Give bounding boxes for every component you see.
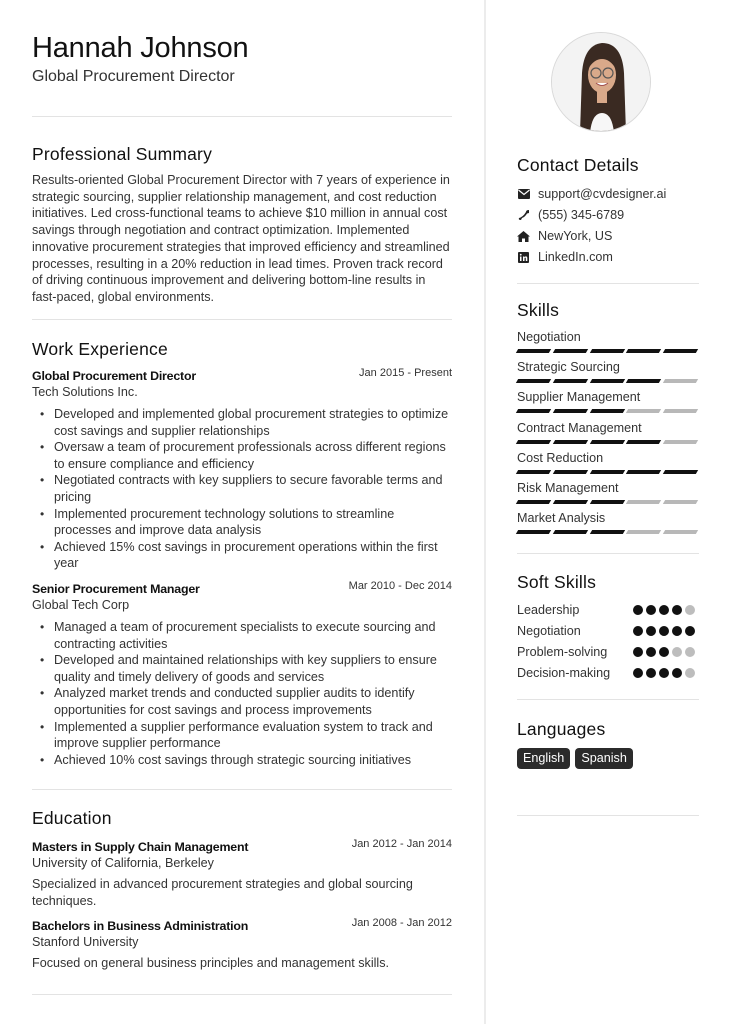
job-title: Senior Procurement Manager — [32, 582, 200, 596]
experience-heading: Work Experience — [32, 339, 168, 359]
soft-skill-rating-dots — [633, 626, 695, 636]
skill-item — [517, 360, 697, 383]
education-entry — [32, 838, 452, 909]
contact-location — [517, 229, 612, 243]
education-description: Focused on general business principles and management skills. — [32, 956, 390, 970]
skill-item — [517, 421, 697, 444]
divider — [517, 283, 699, 284]
soft-skill-label: Negotiation — [517, 624, 581, 638]
languages-heading: Languages — [517, 719, 606, 739]
contact-heading: Contact Details — [517, 155, 639, 175]
contact-phone[interactable] — [517, 208, 624, 222]
degree-title: Bachelors in Business Administration — [32, 919, 249, 933]
divider — [517, 815, 699, 816]
skill-item — [517, 330, 697, 353]
education-entry — [32, 917, 452, 972]
summary-text: Results-oriented Global Procurement Director with 7 years of experience in strategic sourcing, supplier relationship management, and cost reduction initiatives. Led cross-functional teams to achieve $10 million in annual cost savings through negotiation and contract optimization. Implemented innovative procurement strategies that improved efficiency and streamlined processes, resulting in a 20% reduction in lead times. Proven track record of driving continuous improvement and delivering bottom-line results in fast-paced, global environments. — [32, 173, 450, 304]
language-badge: Spanish — [575, 748, 633, 769]
education-date: Jan 2012 - Jan 2014 — [351, 838, 452, 850]
contact-linkedin[interactable] — [517, 250, 613, 264]
phone-icon — [517, 209, 530, 222]
divider — [517, 553, 699, 554]
skills-heading: Skills — [517, 300, 560, 320]
bullet-item: • Managed a team of procurement specialists to execute sourcing and contracting activities — [32, 619, 452, 652]
divider — [32, 789, 452, 790]
soft-skill-label: Leadership — [517, 603, 580, 617]
skill-rating-bar — [517, 500, 697, 504]
skill-rating-bar — [517, 470, 697, 474]
bullet-item: • Implemented procurement technology solutions to streamline processes and improve data analysis — [32, 506, 452, 539]
skill-label: Cost Reduction — [517, 451, 604, 465]
bullet-item: • Implemented a supplier performance evaluation system to track and improve supplier performance — [32, 719, 452, 752]
soft-skill-label: Decision-making — [517, 666, 611, 680]
contact-text: support@cvdesigner.ai — [538, 187, 667, 201]
summary-heading: Professional Summary — [32, 144, 213, 164]
column-divider — [484, 0, 486, 1024]
divider — [32, 116, 452, 117]
skill-rating-bar — [517, 349, 697, 353]
avatar-icon — [552, 33, 651, 132]
company-name: Global Tech Corp — [32, 598, 130, 612]
divider — [517, 699, 699, 700]
skill-label: Market Analysis — [517, 511, 606, 525]
soft-skill-rating-dots — [633, 668, 695, 678]
skill-label: Negotiation — [517, 330, 581, 344]
language-badge: English — [517, 748, 570, 769]
contact-text: LinkedIn.com — [538, 250, 613, 264]
contact-email[interactable] — [517, 187, 666, 201]
school-name: Stanford University — [32, 935, 139, 949]
skill-rating-bar — [517, 440, 697, 444]
school-name: University of California, Berkeley — [32, 856, 214, 870]
job-entry — [32, 580, 452, 768]
contact-text: NewYork, US — [538, 229, 613, 243]
bullet-item: • Achieved 10% cost savings through strategic sourcing initiatives — [32, 752, 452, 769]
skill-rating-bar — [517, 379, 697, 383]
skill-item — [517, 481, 697, 504]
education-date: Jan 2008 - Jan 2012 — [351, 917, 452, 929]
soft-skill-rating-dots — [633, 605, 695, 615]
soft-skill-rating-dots — [633, 647, 695, 657]
skill-label: Contract Management — [517, 421, 642, 435]
profile-photo — [551, 32, 651, 132]
divider — [32, 994, 452, 995]
bullet-item: • Achieved 15% cost savings in procurement operations within the first year — [32, 539, 452, 572]
envelope-icon — [517, 188, 530, 201]
skill-rating-bar — [517, 530, 697, 534]
skill-label: Supplier Management — [517, 390, 641, 404]
job-bullets — [32, 406, 452, 572]
soft-skill-item — [517, 601, 697, 619]
skill-item — [517, 390, 697, 413]
bullet-item: • Negotiated contracts with key suppliers to secure favorable terms and pricing — [32, 472, 452, 505]
skill-item — [517, 511, 697, 534]
job-title: Global Procurement Director — [32, 369, 196, 383]
linkedin-icon — [517, 251, 530, 264]
candidate-title: Global Procurement Director — [32, 68, 235, 85]
candidate-name: Hannah Johnson — [32, 32, 249, 64]
education-description: Specialized in advanced procurement strategies and global sourcing techniques. — [32, 877, 413, 908]
company-name: Tech Solutions Inc. — [32, 385, 138, 399]
bullet-item: • Developed and implemented global procurement strategies to optimize cost savings and supplier relationships — [32, 406, 452, 439]
home-icon — [517, 230, 530, 243]
bullet-item: • Developed and maintained relationships with key suppliers to ensure quality and timely delivery of goods and services — [32, 652, 452, 685]
job-bullets — [32, 619, 452, 768]
skill-label: Strategic Sourcing — [517, 360, 620, 374]
soft-skill-label: Problem-solving — [517, 645, 608, 659]
bullet-item: • Analyzed market trends and conducted supplier audits to identify opportunities for cost savings and process improvements — [32, 685, 452, 718]
job-date: Jan 2015 - Present — [359, 367, 452, 379]
job-date: Mar 2010 - Dec 2014 — [348, 580, 452, 592]
language-badges — [517, 748, 633, 769]
bullet-item: • Oversaw a team of procurement professionals across different regions to ensure compliance and efficiency — [32, 439, 452, 472]
job-entry — [32, 367, 452, 572]
skill-rating-bar — [517, 409, 697, 413]
degree-title: Masters in Supply Chain Management — [32, 840, 249, 854]
divider — [32, 319, 452, 320]
education-heading: Education — [32, 808, 112, 828]
soft-skills-heading: Soft Skills — [517, 572, 597, 592]
contact-text: (555) 345-6789 — [538, 208, 625, 222]
soft-skill-item — [517, 622, 697, 640]
soft-skill-item — [517, 643, 697, 661]
skill-label: Risk Management — [517, 481, 619, 495]
soft-skill-item — [517, 664, 697, 682]
skill-item — [517, 451, 697, 474]
